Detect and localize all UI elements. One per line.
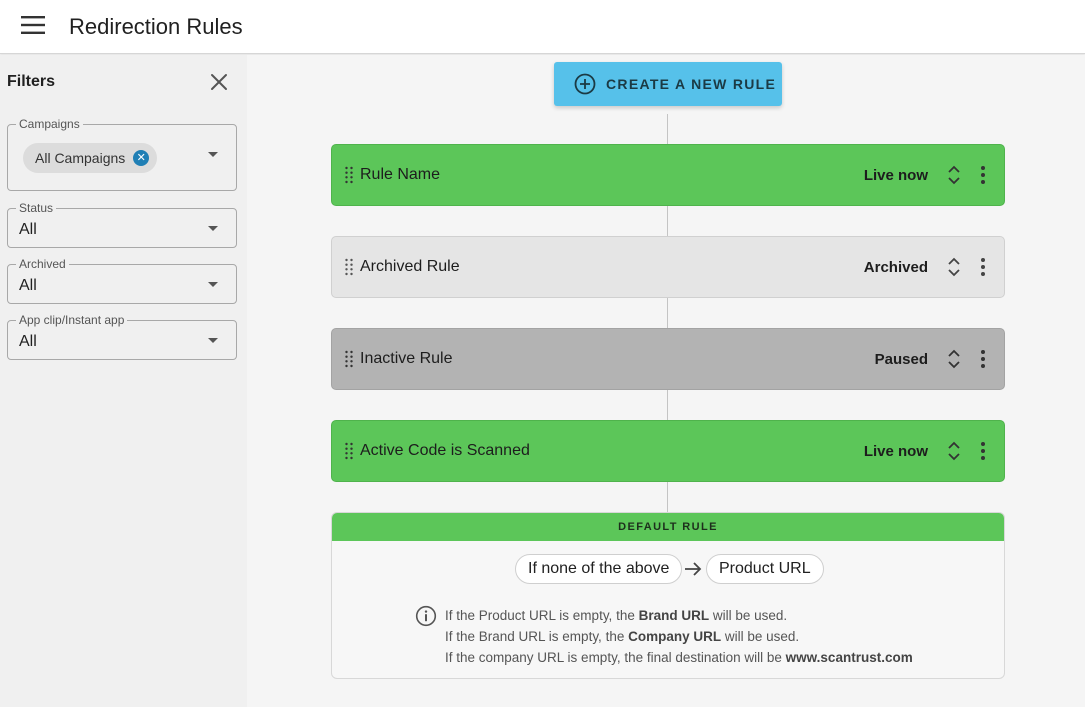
campaign-chip-label: All Campaigns bbox=[35, 150, 126, 166]
campaign-chip bbox=[23, 143, 157, 173]
fallback-note: If the company URL is empty, the final destination will be www.scantrust.com bbox=[445, 650, 913, 665]
chevron-down-icon[interactable] bbox=[208, 152, 218, 157]
rule-card[interactable] bbox=[331, 144, 1005, 206]
status-value: All bbox=[19, 221, 37, 238]
more-vert-icon[interactable] bbox=[980, 257, 986, 277]
default-destination-pill: Product URL bbox=[706, 554, 824, 584]
more-vert-icon[interactable] bbox=[980, 349, 986, 369]
drag-handle-icon[interactable] bbox=[344, 442, 354, 460]
create-rule-button[interactable] bbox=[554, 62, 782, 106]
more-vert-icon[interactable] bbox=[980, 441, 986, 461]
default-condition-pill: If none of the above bbox=[515, 554, 682, 584]
campaigns-label: Campaigns bbox=[16, 117, 83, 131]
close-filters-button[interactable] bbox=[207, 70, 231, 94]
chevron-down-icon[interactable] bbox=[208, 282, 218, 287]
rule-name: Rule Name bbox=[360, 166, 441, 183]
rule-card[interactable] bbox=[331, 328, 1005, 390]
rule-name: Archived Rule bbox=[360, 258, 460, 275]
status-select[interactable] bbox=[7, 201, 237, 248]
chevron-down-icon[interactable] bbox=[208, 338, 218, 343]
hamburger-menu-icon bbox=[21, 16, 45, 39]
menu-button[interactable] bbox=[14, 11, 52, 43]
default-rule-card bbox=[331, 512, 1005, 679]
rule-name: Inactive Rule bbox=[360, 350, 453, 367]
arrow-right-icon bbox=[683, 560, 703, 578]
connector-line bbox=[667, 298, 668, 328]
rule-card[interactable] bbox=[331, 236, 1005, 298]
app-clip-value: All bbox=[19, 333, 37, 350]
connector-line bbox=[667, 114, 668, 144]
app-clip-label: App clip/Instant app bbox=[16, 313, 127, 327]
reorder-icon[interactable] bbox=[944, 163, 964, 187]
rule-status: Live now bbox=[863, 166, 928, 184]
page-title: Redirection Rules bbox=[69, 14, 243, 39]
fallback-note: If the Product URL is empty, the Brand URL will be used. bbox=[445, 608, 788, 623]
chip-clear-icon[interactable]: ✕ bbox=[133, 150, 149, 166]
drag-handle-icon[interactable] bbox=[344, 166, 354, 184]
connector-line bbox=[667, 390, 668, 420]
filters-panel bbox=[0, 55, 247, 707]
create-rule-label: CREATE A NEW RULE bbox=[606, 76, 777, 92]
reorder-icon[interactable] bbox=[944, 347, 964, 371]
rule-status: Live now bbox=[863, 442, 928, 460]
fallback-note: If the Brand URL is empty, the Company URL will be used. bbox=[445, 629, 800, 644]
drag-handle-icon[interactable] bbox=[344, 350, 354, 368]
default-rule-notes bbox=[445, 605, 913, 668]
info-icon bbox=[415, 605, 437, 627]
close-icon bbox=[207, 81, 231, 98]
rule-status: Archived bbox=[863, 258, 928, 276]
app-bar bbox=[0, 0, 1085, 54]
archived-value: All bbox=[19, 277, 37, 294]
rule-name: Active Code is Scanned bbox=[360, 442, 530, 459]
reorder-icon[interactable] bbox=[944, 255, 964, 279]
app-clip-select[interactable] bbox=[7, 313, 237, 360]
rules-area bbox=[247, 55, 1085, 707]
connector-line bbox=[667, 206, 668, 236]
rule-status: Paused bbox=[874, 350, 928, 368]
reorder-icon[interactable] bbox=[944, 439, 964, 463]
filters-title: Filters bbox=[7, 73, 56, 90]
connector-line bbox=[667, 482, 668, 512]
add-circle-icon bbox=[574, 73, 596, 95]
campaigns-select[interactable] bbox=[7, 117, 237, 191]
archived-select[interactable] bbox=[7, 257, 237, 304]
chevron-down-icon[interactable] bbox=[208, 226, 218, 231]
more-vert-icon[interactable] bbox=[980, 165, 986, 185]
drag-handle-icon[interactable] bbox=[344, 258, 354, 276]
default-rule-header: DEFAULT RULE bbox=[332, 513, 1004, 541]
archived-label: Archived bbox=[16, 257, 69, 271]
status-label: Status bbox=[16, 201, 56, 215]
rule-card[interactable] bbox=[331, 420, 1005, 482]
